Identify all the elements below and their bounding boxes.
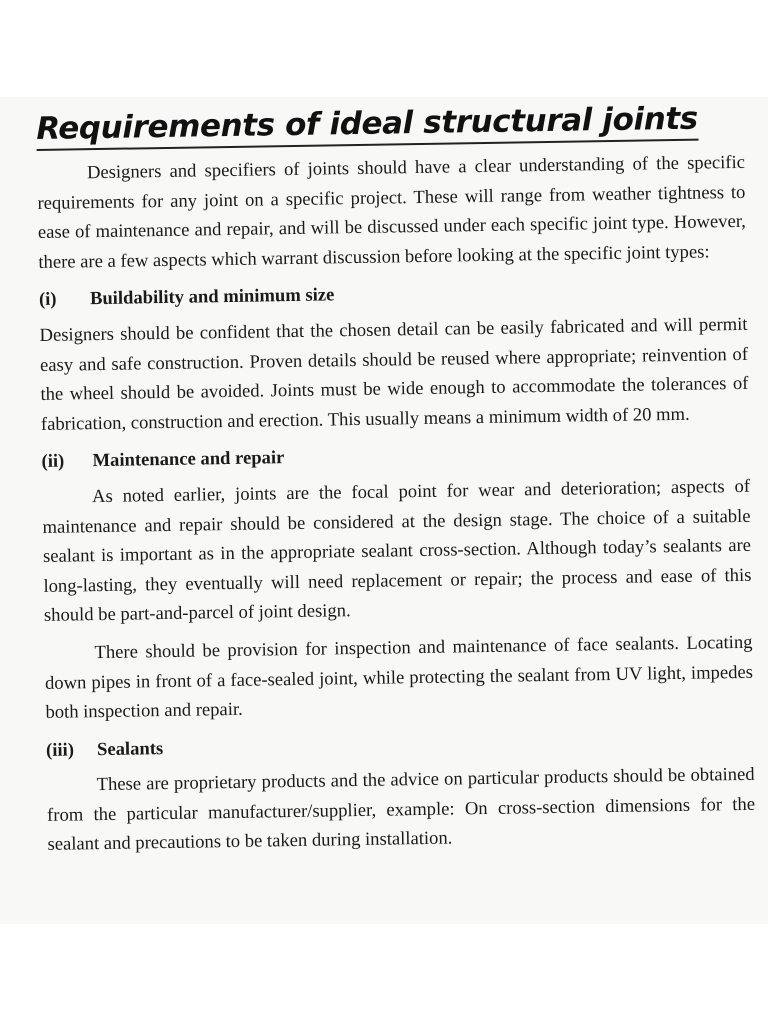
document-body [36, 98, 756, 868]
section-title: Buildability and minimum size [89, 284, 335, 310]
section-heading-sealants [46, 724, 754, 765]
paragraph: There should be provision for inspection and maintenance of face sealants. Locating down pipes in front of a face-sealed joint, while protecting the sealant from UV light, impedes both inspection and repair. [44, 631, 754, 724]
section-number: (i) [38, 289, 57, 311]
section-heading-buildability [39, 274, 747, 315]
paragraph: Designers should be confident that the chosen detail can be easily fabricated and will permit easy and safe construction. Proven details should be reused where appropriate; reinvention of the wheel should be avoided. Joints must be wide enough to accommodate the tolerances of fabrication, construction and erection. This usually means a minimum width of 20 mm. [39, 313, 749, 435]
scanned-page [0, 97, 768, 924]
paragraph: As noted earlier, joints are the focal point for wear and deterioration; aspects of maintenance and repair should be considered at the design stage. The choice of a suitable sealant is important as in the appropriate sealant cross-section. Although today’s sealants are long-lasting, they eventually will need replacement or repair; the process and ease of this should be part-and-parcel of joint design. [42, 475, 752, 627]
page-title: Requirements of ideal structural joints [36, 99, 698, 151]
section-heading-maintenance [41, 436, 749, 477]
section-title: Sealants [96, 737, 164, 760]
section-number: (iii) [45, 739, 75, 761]
section-number: (ii) [41, 450, 65, 473]
paragraph: These are proprietary products and the advice on particular products should be obtained from the particular manufacturer/supplier, example: On cross-section dimensions for the sealant and precautions to be taken during installation. [46, 764, 756, 856]
intro-paragraph: Designers and specifiers of joints should have a clear understanding of the specific requirements for any joint on a specific project. These will range from weather tightness to ease of maintenance and repair, and will be discussed under each specific joint type. However, there are a few aspects which warrant discussion before looking at the specific joint types: [37, 151, 747, 273]
section-title: Maintenance and repair [92, 447, 285, 472]
